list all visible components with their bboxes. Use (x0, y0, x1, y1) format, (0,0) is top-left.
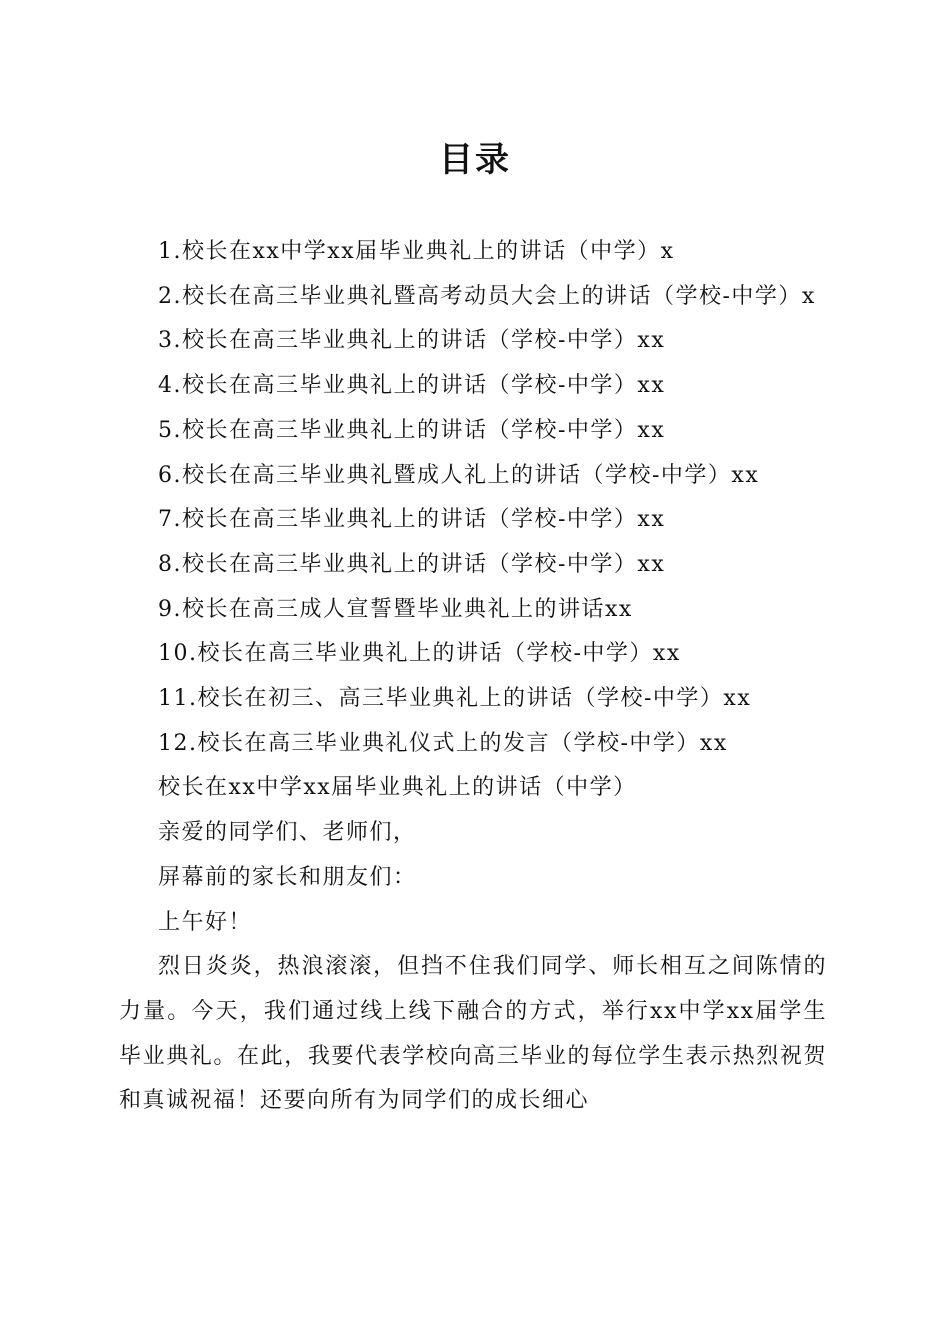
salutation-line: 亲爱的同学们、老师们， (158, 820, 417, 846)
toc-item: 12.校长在高三毕业典礼仪式上的发言（学校-中学）xx (158, 730, 728, 756)
body-paragraph: 烈日炎炎，热浪滚滚，但挡不住我们同学、师长相互之间陈情的力量。今天，我们通过线上线下融合的方式，举行xx中学xx届学生毕业典礼。在此，我要代表学校向高三毕业的每位学生表示热烈祝贺和真诚祝福！还要向所有为同学们的成长细心 (119, 954, 827, 1114)
toc-item: 3.校长在高三毕业典礼上的讲话（学校-中学）xx (158, 328, 666, 354)
salutation-line: 屏幕前的家长和朋友们： (158, 864, 417, 890)
toc-item: 2.校长在高三毕业典礼暨高考动员大会上的讲话（学校-中学）x (158, 283, 816, 309)
toc-item: 9.校长在高三成人宣誓暨毕业典礼上的讲话xx (158, 596, 633, 622)
toc-item: 11.校长在初三、高三毕业典礼上的讲话（学校-中学）xx (158, 686, 752, 712)
toc-item: 4.校长在高三毕业典礼上的讲话（学校-中学）xx (158, 373, 666, 399)
toc-item: 1.校长在xx中学xx届毕业典礼上的讲话（中学）x (158, 239, 675, 264)
toc-item: 6.校长在高三毕业典礼暨成人礼上的讲话（学校-中学）xx (158, 462, 760, 488)
toc-item: 8.校长在高三毕业典礼上的讲话（学校-中学）xx (158, 551, 666, 577)
toc-item: 7.校长在高三毕业典礼上的讲话（学校-中学）xx (158, 507, 666, 533)
table-of-contents (119, 230, 827, 766)
page-title: 目录 (439, 140, 511, 180)
speech-section (119, 766, 827, 1124)
toc-item: 10.校长在高三毕业典礼上的讲话（学校-中学）xx (158, 641, 681, 667)
greeting-line: 上午好！ (158, 909, 253, 935)
toc-item: 5.校长在高三毕业典礼上的讲话（学校-中学）xx (158, 417, 666, 443)
document-body (119, 230, 827, 1124)
speech-heading: 校长在xx中学xx届毕业典礼上的讲话（中学） (158, 775, 637, 801)
